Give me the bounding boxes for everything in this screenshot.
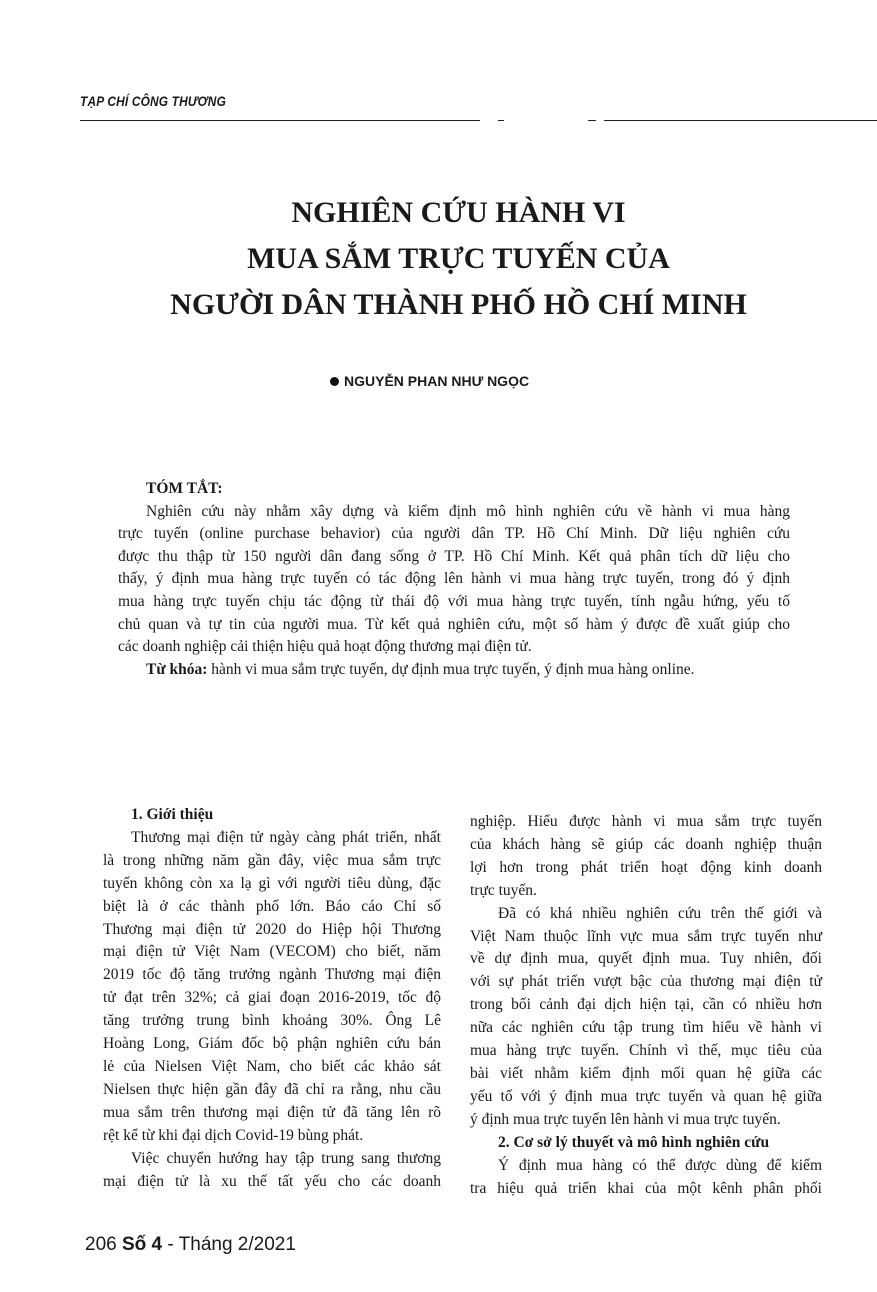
text-line: tăng trưởng trung bình khoảng 30%. Ông Lê	[103, 1012, 441, 1030]
keywords-label: Từ khóa:	[146, 660, 208, 678]
text-line: biệt là ở các thành phố lớn. Báo cáo Chỉ số	[103, 897, 441, 915]
text-line: mua sắm trên thương mại điện tử đã tăng lên rõ	[103, 1103, 441, 1121]
text-line: nữa các nghiên cứu tập trung tìm hiểu về hành vi	[470, 1019, 822, 1037]
abstract-heading: TÓM TẮT:	[146, 480, 223, 497]
text-line: yếu tố với ý định mua trực tuyến và quan hệ giữa	[470, 1087, 822, 1105]
text-line: chủ quan và tự tin của người mua. Từ kết quả nghiên cứu, một số hàm ý được đề xuất giúp cho	[118, 615, 790, 633]
text-line: mua hàng trực tuyến. Chính vì thế, mục tiêu của	[470, 1042, 822, 1060]
header-rule-dash	[498, 120, 504, 121]
paragraph	[103, 1148, 441, 1194]
text-line: là trong những năm gần đây, việc mua sắm trực	[103, 851, 441, 869]
text-line: thấy, ý định mua hàng trực tuyến có tác động lên hành vi mua hàng trực tuyến, trong đó ý định	[118, 570, 790, 588]
header-rule	[604, 120, 877, 121]
text-line: Thương mại điện tử ngày càng phát triển, nhất	[131, 828, 441, 846]
text-line: Hoàng Long, Giám đốc bộ phận nghiên cứu bán	[103, 1035, 441, 1053]
paragraph	[470, 811, 822, 903]
title-line: MUA SẮM TRỰC TUYẾN CỦA	[247, 242, 670, 275]
column-left	[103, 804, 441, 1193]
text-line: mại điện tử là xu thế tất yếu cho các doanh	[103, 1172, 441, 1190]
page-number: 206	[85, 1234, 117, 1255]
text-line: tử đạt trên 32%; cả giai đoạn 2016-2019, tốc độ	[103, 989, 441, 1007]
title-line: NGƯỜI DÂN THÀNH PHỐ HỒ CHÍ MINH	[170, 288, 747, 321]
column-right	[470, 811, 822, 1200]
journal-name: TẠP CHÍ CÔNG THƯƠNG	[80, 93, 227, 109]
paragraph	[470, 1155, 822, 1201]
text-line: Việc chuyển hướng hay tập trung sang thương	[131, 1149, 441, 1167]
text-line: được thu thập từ 150 người dân đang sống ở TP. Hồ Chí Minh. Kết quả phân tích dữ liệu cho	[118, 547, 790, 565]
header-rule	[80, 120, 480, 121]
section-heading: 1. Giới thiệu	[131, 806, 214, 823]
text-line: các doanh nghiệp cải thiện hiệu quả hoạt động thương mại điện tử.	[118, 638, 532, 656]
text-line: Ý định mua hàng có thể được dùng để kiểm	[498, 1156, 822, 1174]
text-line: mua hàng trực tuyến chịu tác động từ thái độ với mua hàng trực tuyến, tính ngẫu hứng, yếu tố	[118, 592, 790, 610]
text-line: Nghiên cứu này nhằm xây dựng và kiểm định mô hình nghiên cứu về hành vi mua hàng	[146, 502, 790, 520]
text-line: Đã có khá nhiều nghiên cứu trên thế giới và	[498, 904, 822, 922]
abstract-body	[118, 501, 790, 659]
text-line: trực tuyến (online purchase behavior) của người dân TP. Hồ Chí Minh. Dữ liệu nghiên cứu	[118, 525, 790, 543]
page-footer	[85, 1234, 296, 1256]
text-line: trực tuyến.	[470, 881, 537, 899]
text-line: mại điện tử Việt Nam (VECOM) cho biết, năm	[103, 943, 441, 961]
text-line: rệt kể từ khi đại dịch Covid-19 bùng phát.	[103, 1126, 364, 1144]
section-heading: 2. Cơ sở lý thuyết và mô hình nghiên cứu	[498, 1133, 770, 1151]
abstract	[118, 478, 790, 681]
issue-date: - Tháng 2/2021	[167, 1234, 296, 1255]
paragraph	[470, 903, 822, 1132]
text-line: trong bối cảnh đại dịch hiện tại, cần có nhiều hơn	[470, 996, 822, 1014]
author	[330, 373, 529, 389]
bullet-icon	[330, 377, 339, 386]
keywords-text: hành vi mua sắm trực tuyến, dự định mua trực tuyến, ý định mua hàng online.	[211, 660, 695, 678]
text-line: bài viết nhằm kiểm định mối quan hệ giữa các	[470, 1064, 822, 1082]
text-line: Nielsen thực hiện gần đây đã chỉ ra rằng, nhu cầu	[103, 1080, 441, 1098]
keywords	[118, 659, 790, 682]
text-line: về dự định mua, quyết định mua. Tuy nhiên, đối	[470, 950, 822, 968]
author-name: NGUYỄN PHAN NHƯ NGỌC	[344, 373, 530, 389]
text-line: lợi hơn trong phát triển hoạt động kinh doanh	[470, 858, 822, 876]
issue-label: Số 4	[121, 1234, 163, 1255]
text-line: 2019 tốc độ tăng trưởng ngành Thương mại điện	[103, 966, 441, 984]
header-rule-dash	[588, 120, 596, 121]
text-line: nghiệp. Hiểu được hành vi mua sắm trực tuyến	[470, 813, 822, 830]
text-line: ý định mua trực tuyến lên hành vi mua trực tuyến.	[470, 1110, 781, 1128]
text-line: với sự phát triển vượt bậc của thương mại điện tử	[470, 973, 822, 991]
text-line: Thương mại điện tử 2020 do Hiệp hội Thương	[103, 920, 441, 938]
text-line: tuyến không còn xa lạ gì với người tiêu dùng, đặc	[103, 874, 441, 892]
text-line: lẻ của Nielsen Việt Nam, cho biết các khảo sát	[103, 1057, 441, 1075]
text-line: Việt Nam thuộc lĩnh vực mua sắm trực tuyến như	[470, 927, 822, 945]
paragraph	[103, 827, 441, 1148]
text-line: của khách hàng sẽ giúp các doanh nghiệp thuận	[470, 835, 822, 853]
article-title	[0, 190, 877, 328]
title-line: NGHIÊN CỨU HÀNH VI	[291, 196, 626, 229]
text-line: tra hiệu quả triển khai của một kênh phân phối	[470, 1179, 822, 1197]
